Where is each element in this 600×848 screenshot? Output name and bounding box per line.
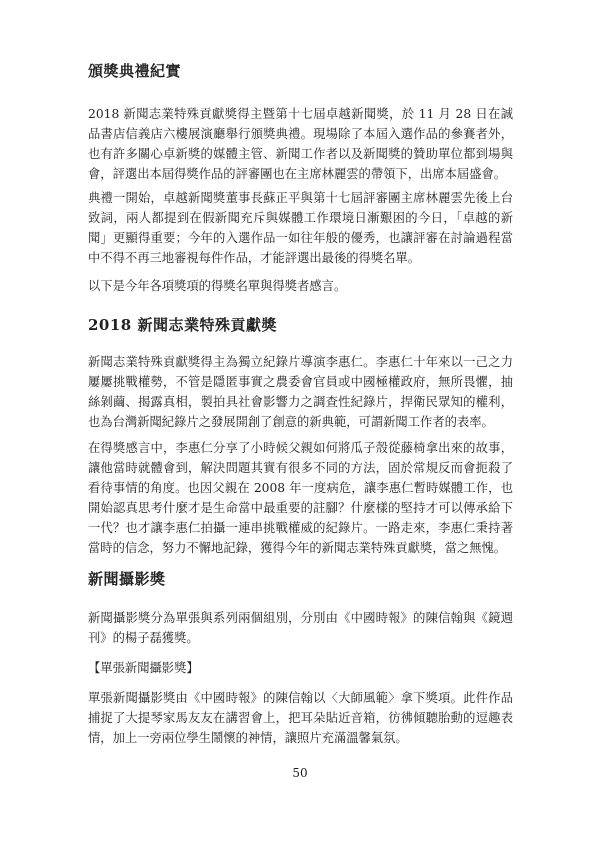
paragraph-ceremony-speeches: 典禮一開始，卓越新聞獎董事長蘇正平與第十七屆評審團主席林麗雲先後上台致詞，兩人都提到在假新聞充斥與媒體工作環境日漸艱困的今日，「卓越的新聞」更顯得重要；今年的入選作品一如往年般的優秀，也讓評審在討論過程當中不得不再三地審視每件作品，才能評選出最後的得獎名單。: [88, 191, 513, 265]
paragraph-winners-intro: 以下是今年各項獎項的得獎名單與得獎者感言。: [88, 279, 347, 293]
paragraph-photography-intro: 新聞攝影獎分為單張與系列兩個組別，分別由《中國時報》的陳信翰與《鏡週刊》的楊子磊獲獎。: [88, 611, 513, 645]
paragraph-special-contribution-speech: 在得獎感言中，李惠仁分享了小時候父親如何將瓜子殼從藤椅拿出來的故事，讓他當時就體會到，解決問題其實有很多不同的方法，固於常規反而會扼殺了看待事情的角度。也因父親在 2008 年一度病危，讓李惠仁暫時媒體工作，也開始認真思考什麼才是生命當中最重要的註腳？什麼樣的堅持才可以傳承給下一代？也才讓李惠仁拍攝一連串挑戰權威的紀錄片。一路走來，李惠仁秉持著當時的信念，努力不懈地記錄，獲得今年的新聞志業特殊貢獻獎，當之無愧。: [88, 441, 513, 555]
page-number: 50: [292, 766, 308, 780]
paragraph-special-contribution-winner: 新聞志業特殊貢獻獎得主為獨立紀錄片導演李惠仁。李惠仁十年來以一己之力屢屢挑戰權勢，不管是隱匿事實之農委會官員或中國極權政府，無所畏懼，抽絲剝繭、揭露真相，製拍具社會影響力之調查性紀錄片，捍衛民眾知的權利，也為台灣新聞紀錄片之發展開創了創意的新典範，可謂新聞工作者的表率。: [88, 355, 513, 429]
section-heading-news-photography: 新聞攝影獎: [88, 570, 166, 588]
paragraph-single-photo: 單張新聞攝影獎由《中國時報》的陳信翰以〈大師風範〉拿下獎項。此件作品捕捉了大提琴家馬友友在講習會上，把耳朵貼近音箱，彷彿傾聽胎動的逗趣表情，加上一旁兩位學生鬧懷的神情，讓照片充滿溫馨氣氛。: [88, 691, 513, 745]
paragraph-ceremony-intro: 2018 新聞志業特殊貢獻獎得主暨第十七屆卓越新聞獎，於 11 月 28 日在誠品書店信義店六樓展演廳舉行頒獎典禮。現場除了本屆入選作品的參賽者外，也有許多關心卓新獎的媒體主管、新聞工作者以及新聞獎的贊助單位都到場與會，評選出本屆得獎作品的評審團也在主席林麗雲的帶領下，出席本屆盛會。: [88, 107, 513, 181]
subheading-single-photo: 【單張新聞攝影獎】: [88, 661, 199, 675]
section-heading-special-contribution: 2018 新聞志業特殊貢獻獎: [88, 316, 277, 334]
section-heading-award-ceremony: 頒獎典禮紀實: [88, 62, 182, 80]
